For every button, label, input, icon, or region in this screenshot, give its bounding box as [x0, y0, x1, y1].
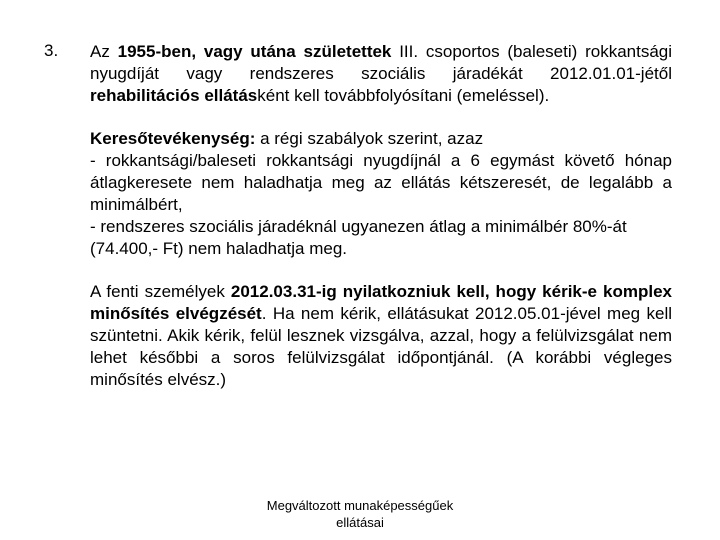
para2-text-1: a régi szabályok szerint, azaz — [255, 129, 484, 148]
para2-bullet-pension: - rokkantsági/baleseti rokkantsági nyugdíjnál a 6 egymást követő hónap átlagkeresete nem haladhatja meg az ellátás kétszeresét, de legalább a minimálbért, — [90, 151, 672, 214]
paragraph-rehabilitation — [90, 41, 672, 107]
footer-line-2: ellátásai — [336, 515, 384, 530]
para1-text-1: Az — [90, 42, 118, 61]
para2-bold-heading: Keresőtevékenység: — [90, 129, 256, 148]
slide-content — [90, 41, 672, 391]
slide-footer — [250, 497, 470, 531]
para3-bold-deadline: 2012.03.31-ig nyilatkozniuk kell, hogy kérik-e komplex minősítés elvégzését — [90, 282, 672, 323]
para1-text-3: ként kell továbbfolyósítani (emeléssel). — [257, 86, 550, 105]
footer-line-1: Megváltozott munaképességűek — [266, 498, 454, 513]
item-number: 3. — [44, 41, 59, 60]
para2-bullet-allowance: - rendszeres szociális járadéknál ugyanezen átlag a minimálbér 80%-át (74.400,- Ft) nem haladhatja meg. — [90, 217, 627, 258]
paragraph-earning-activity — [90, 128, 672, 260]
para3-text-2: . Ha nem kérik, ellátásukat 2012.05.01-jével meg kell szüntetni. Akik kérik, felül lesznek vizsgálva, azzal, hogy a felülvizsgálat nem lehet későbbi a soros felülvizsgálat időpontjánál. (A korábbi végleges minősítés elvész.) — [90, 304, 673, 389]
para1-bold-birth-year: 1955-ben, vagy utána születettek — [117, 42, 392, 61]
para3-text-1: A fenti személyek — [90, 282, 231, 301]
paragraph-declaration — [90, 281, 672, 391]
para1-text-2: III. csoportos (baleseti) rokkantsági nyugdíját vagy rendszeres szociális járadékát 2012.01.01-jétől — [90, 42, 673, 83]
para1-bold-rehab: rehabilitációs ellátás — [90, 86, 258, 105]
